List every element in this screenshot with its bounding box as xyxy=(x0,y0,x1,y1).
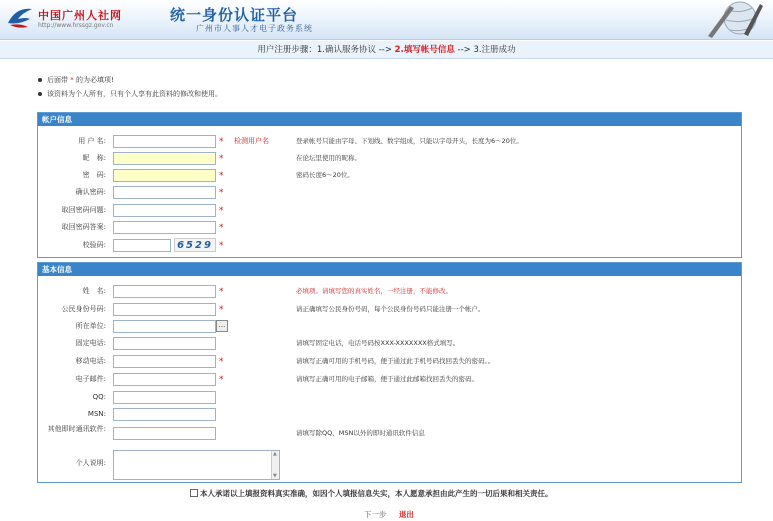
label-mobile: 移动电话: xyxy=(75,357,106,365)
row-real-name xyxy=(38,284,741,299)
label-confirm-password: 确认密码: xyxy=(75,188,106,196)
employer-browse-button[interactable]: ... xyxy=(216,320,228,332)
label-nickname: 昵 称: xyxy=(82,154,106,162)
captcha-input[interactable] xyxy=(113,239,171,252)
required-mark: * xyxy=(219,305,224,315)
hint-nickname: 在论坛里使用的昵称。 xyxy=(296,154,361,162)
row-username xyxy=(38,134,741,149)
exit-button[interactable]: 退出 xyxy=(398,510,414,519)
nickname-input[interactable] xyxy=(113,152,216,165)
label-captcha: 校验码: xyxy=(82,241,106,249)
qq-input[interactable] xyxy=(113,391,216,404)
step-arrow: --> xyxy=(378,45,392,55)
security-answer-input[interactable] xyxy=(113,221,216,234)
required-mark: * xyxy=(219,171,224,181)
row-email xyxy=(38,372,741,387)
logo-name: 中国广州人社网 xyxy=(38,9,122,22)
label-real-name: 姓 名: xyxy=(82,287,106,295)
required-mark: * xyxy=(219,375,224,385)
msn-input[interactable] xyxy=(113,408,216,421)
label-other-im: 其他即时通讯软件: xyxy=(47,425,106,433)
id-number-input[interactable] xyxy=(113,303,216,316)
row-password xyxy=(38,168,741,183)
note-privacy: 该资料为个人所有，只有个人享有此资料的修改和使用。 xyxy=(38,87,222,101)
page-subtitle: 广州市人事人才电子政务系统 xyxy=(196,24,313,33)
required-mark: * xyxy=(219,154,224,164)
step-2-current: 2.填写帐号信息 xyxy=(394,45,455,55)
globe-decoration-icon xyxy=(700,0,766,40)
bio-scrollbar[interactable] xyxy=(271,451,279,479)
row-landline xyxy=(38,336,741,351)
check-username-link[interactable]: 检测用户名 xyxy=(234,137,269,145)
step-arrow: --> xyxy=(457,45,471,55)
header xyxy=(0,0,773,40)
landline-input[interactable] xyxy=(113,337,216,350)
label-username: 用 户 名: xyxy=(78,137,106,145)
required-mark: * xyxy=(219,287,224,297)
captcha-image[interactable]: 6529 xyxy=(174,238,216,252)
row-mobile xyxy=(38,354,741,369)
label-security-answer: 取回密码答案: xyxy=(61,223,106,231)
label-landline: 固定电话: xyxy=(75,339,106,347)
logo-bird-icon xyxy=(6,5,34,31)
section-title-account: 帐户信息 xyxy=(38,113,741,126)
label-employer: 所在单位: xyxy=(75,322,106,330)
label-bio: 个人说明: xyxy=(75,459,106,467)
hint-username: 登录帐号只能由字母、下划线、数字组成，只能以字母开头，长度为6～20位。 xyxy=(296,137,523,145)
step-1: 1.确认服务协议 xyxy=(316,45,376,55)
agreement-checkbox[interactable] xyxy=(190,489,198,497)
bio-textarea[interactable] xyxy=(113,450,280,480)
logo-url: http://www.hrssgz.gov.cn xyxy=(38,22,114,29)
label-qq: QQ: xyxy=(92,393,106,401)
required-mark: * xyxy=(219,137,224,147)
security-question-input[interactable] xyxy=(113,204,216,217)
required-mark: * xyxy=(219,223,224,233)
basic-info-section xyxy=(37,262,742,483)
hint-email: 请填写正确可用的电子邮箱，便于通过此邮箱找回丢失的密码。 xyxy=(296,375,478,383)
label-email: 电子邮件: xyxy=(75,375,106,383)
label-password: 密 码: xyxy=(82,171,106,179)
row-employer xyxy=(38,319,741,334)
label-id-number: 公民身份号码: xyxy=(61,305,106,313)
page-title: 统一身份认证平台 xyxy=(170,6,299,24)
account-info-section xyxy=(37,112,742,258)
username-input[interactable] xyxy=(113,135,216,148)
agreement-statement xyxy=(190,488,553,499)
other-im-input[interactable] xyxy=(113,427,216,440)
note-required: 后面带 * 的为必填项! xyxy=(38,73,222,87)
real-name-input[interactable] xyxy=(113,285,216,298)
password-input[interactable] xyxy=(113,169,216,182)
steps-prefix: 用户注册步骤： xyxy=(257,45,317,55)
row-confirm-password xyxy=(38,185,741,200)
hint-id-number: 请正确填写公民身份号码，每个公民身份号码只能注册一个帐户。 xyxy=(296,305,485,313)
hint-landline: 请填写固定电话，电话号码按XXX-XXXXXXX格式填写。 xyxy=(296,339,460,347)
row-qq xyxy=(38,390,741,405)
required-mark: * xyxy=(219,206,224,216)
row-security-question xyxy=(38,203,741,218)
step-3: 3.注册成功 xyxy=(473,45,516,55)
hint-other-im: 请填写除QQ、MSN以外的即时通讯软件信息 xyxy=(296,429,425,437)
form-navigation xyxy=(364,509,414,520)
email-input[interactable] xyxy=(113,373,216,386)
next-step-button[interactable]: 下一步 xyxy=(364,510,387,519)
required-mark: * xyxy=(219,241,224,251)
agreement-text: 本人承诺以上填报资料真实准确，如因个人填报信息失实，本人愿意承担由此产生的一切后果和相关责任。 xyxy=(200,489,553,498)
hint-real-name: 必填项。请填写您的真实姓名，一经注册，不能修改。 xyxy=(296,287,452,295)
row-id-number xyxy=(38,302,741,317)
row-nickname xyxy=(38,151,741,166)
required-mark: * xyxy=(219,357,224,367)
label-msn: MSN: xyxy=(87,410,106,418)
hint-mobile: 请填写正确可用的手机号码，便于通过此手机号码找回丢失的密码。。 xyxy=(296,357,495,365)
label-security-question: 取回密码问题: xyxy=(61,206,106,214)
row-bio xyxy=(38,448,741,482)
registration-steps xyxy=(0,41,773,59)
site-logo[interactable] xyxy=(4,3,124,33)
required-mark: * xyxy=(219,188,224,198)
row-security-answer xyxy=(38,220,741,235)
row-other-im xyxy=(38,426,741,441)
confirm-password-input[interactable] xyxy=(113,186,216,199)
section-title-basic: 基本信息 xyxy=(38,263,741,276)
row-msn xyxy=(38,407,741,422)
mobile-input[interactable] xyxy=(113,355,216,368)
hint-password: 密码长度6～20位。 xyxy=(296,171,354,179)
form-notes xyxy=(38,73,222,101)
employer-input[interactable] xyxy=(113,320,216,333)
row-captcha xyxy=(38,238,741,253)
